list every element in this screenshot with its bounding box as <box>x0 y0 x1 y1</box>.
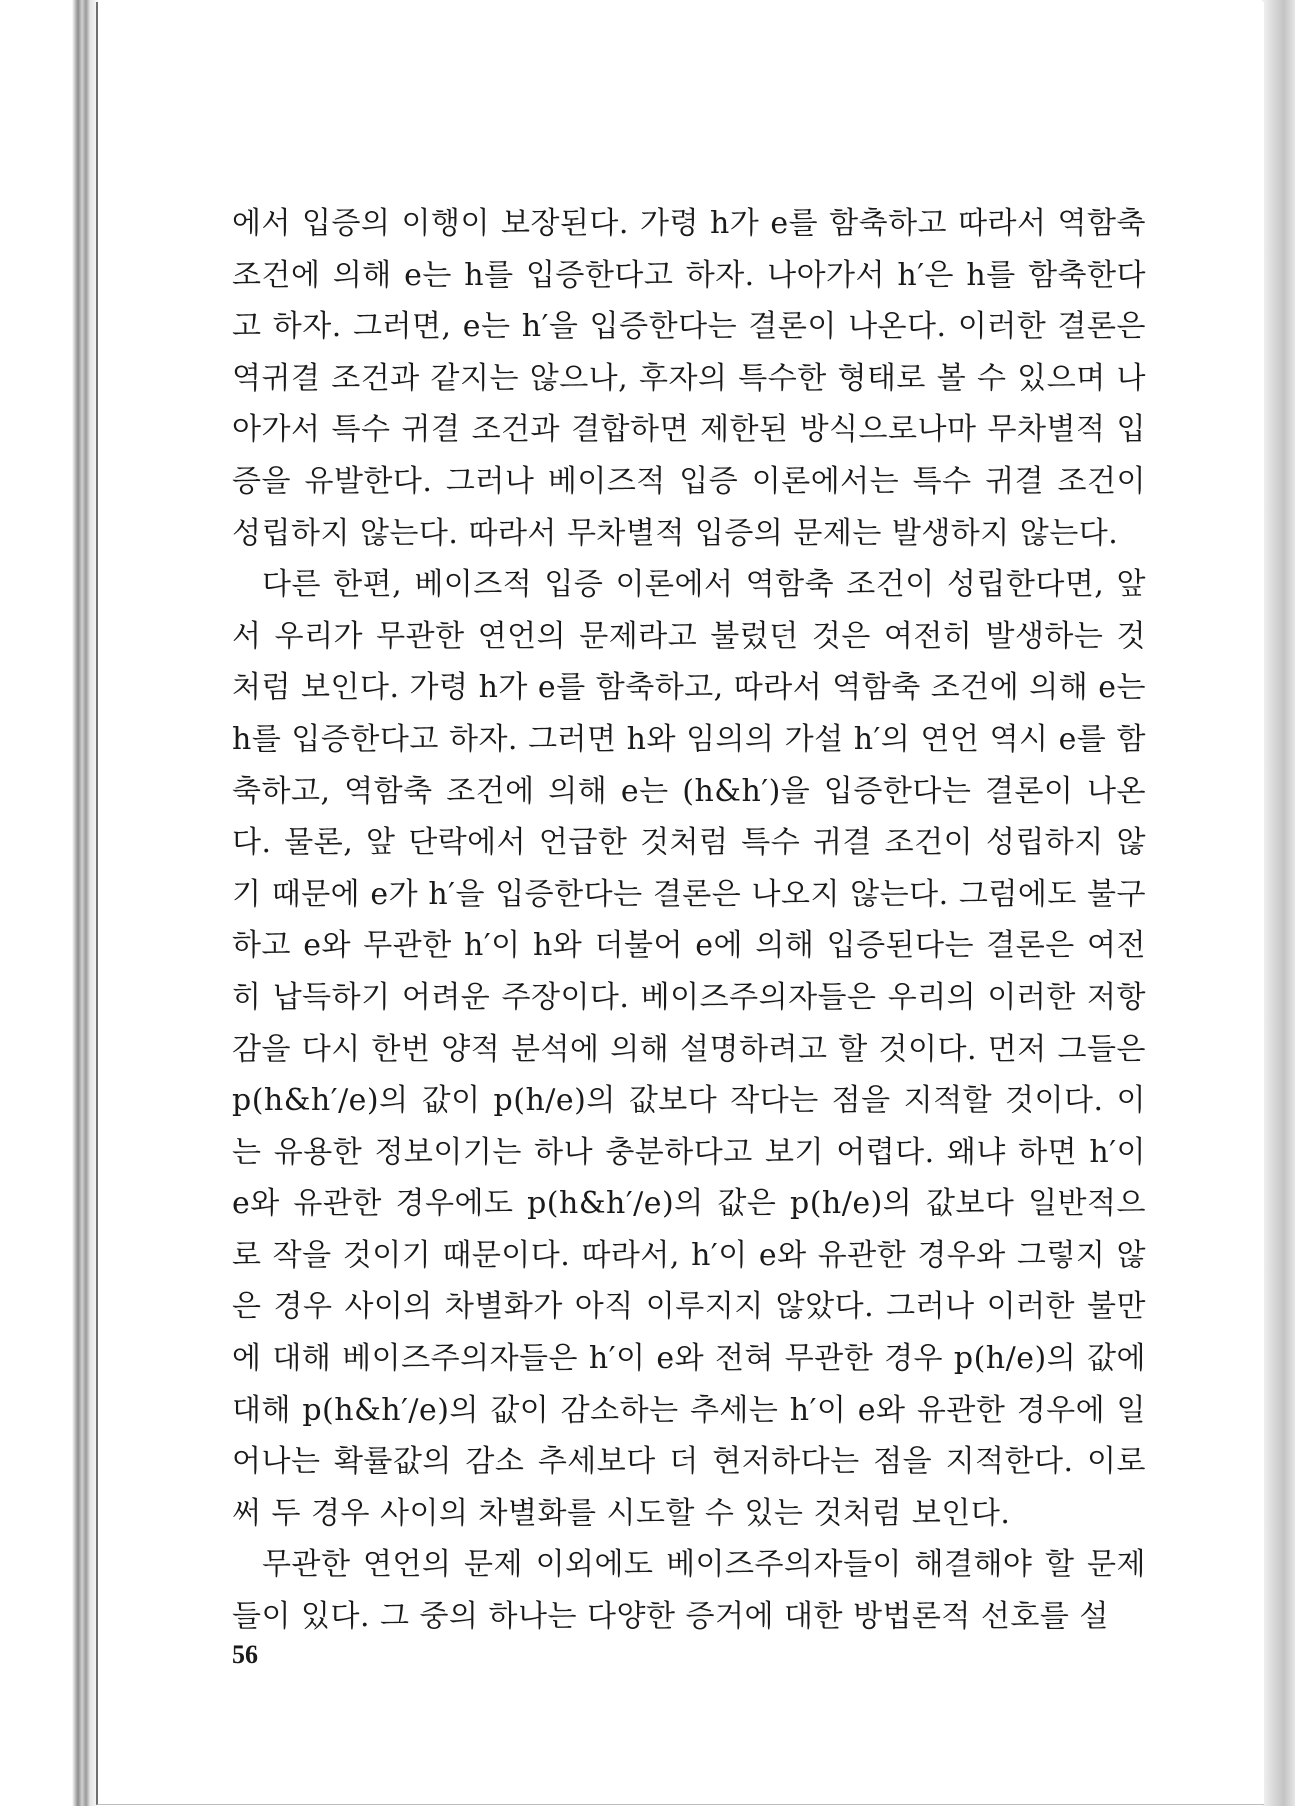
paragraph-3: 무관한 연언의 문제 이외에도 베이즈주의자들이 해결해야 할 문제들이 있다. 그 중의 하나는 다양한 증거에 대한 방법론적 선호를 설 <box>232 1547 1146 1635</box>
paragraph-1: 에서 입증의 이행이 보장된다. 가령 h가 e를 함축하고 따라서 역함축 조건에 의해 e는 h를 입증한다고 하자. 나아가서 h′은 h를 함축한다고 하자. 그러면, e는 h′을 입증한다는 결론이 나온다. 이러한 결론은 역귀결 조건과 같지는 않으나, 후자의 특수한 형태로 볼 수 있으며 나아가서 특수 귀결 조건과 결합하면 제한된 방식으로나마 무차별적 입증을 유발한다. 그러나 베이즈적 입증 이론에서는 특수 귀결 조건이 성립하지 않는다. 따라서 무차별적 입증의 문제는 발생하지 않는다. <box>232 206 1146 551</box>
body-text <box>232 198 1146 1643</box>
book-binding-edge <box>0 0 98 1806</box>
page-number: 56 <box>232 1640 258 1669</box>
page-right-edge <box>1262 0 1295 1806</box>
paragraph-2: 다른 한편, 베이즈적 입증 이론에서 역함축 조건이 성립한다면, 앞서 우리가 무관한 연언의 문제라고 불렀던 것은 여전히 발생하는 것처럼 보인다. 가령 h가 e를 함축하고, 따라서 역함축 조건에 의해 e는 h를 입증한다고 하자. 그러면 h와 임의의 가설 h′의 연언 역시 e를 함축하고, 역함축 조건에 의해 e는 (h&h′)을 입증한다는 결론이 나온다. 물론, 앞 단락에서 언급한 것처럼 특수 귀결 조건이 성립하지 않기 때문에 e가 h′을 입증한다는 결론은 나오지 않는다. 그럼에도 불구하고 e와 무관한 h′이 h와 더불어 e에 의해 입증된다는 결론은 여전히 납득하기 어려운 주장이다. 베이즈주의자들은 우리의 이러한 저항감을 다시 한번 양적 분석에 의해 설명하려고 할 것이다. 먼저 그들은 p(h&h′/e)의 값이 p(h/e)의 값보다 작다는 점을 지적할 것이다. 이는 유용한 정보이기는 하나 충분하다고 보기 어렵다. 왜냐 하면 h′이 e와 유관한 경우에도 p(h&h′/e)의 값은 p(h/e)의 값보다 일반적으로 작을 것이기 때문이다. 따라서, h′이 e와 유관한 경우와 그렇지 않은 경우 사이의 차별화가 아직 이루지지 않았다. 그러나 이러한 불만에 대해 베이즈주의자들은 h′이 e와 전혀 무관한 경우 p(h/e)의 값에 대해 p(h&h′/e)의 값이 감소하는 추세는 h′이 e와 유관한 경우에 일어나는 확률값의 감소 추세보다 더 현저하다는 점을 지적한다. 이로써 두 경우 사이의 차별화를 시도할 수 있는 것처럼 보인다. <box>232 567 1146 1531</box>
